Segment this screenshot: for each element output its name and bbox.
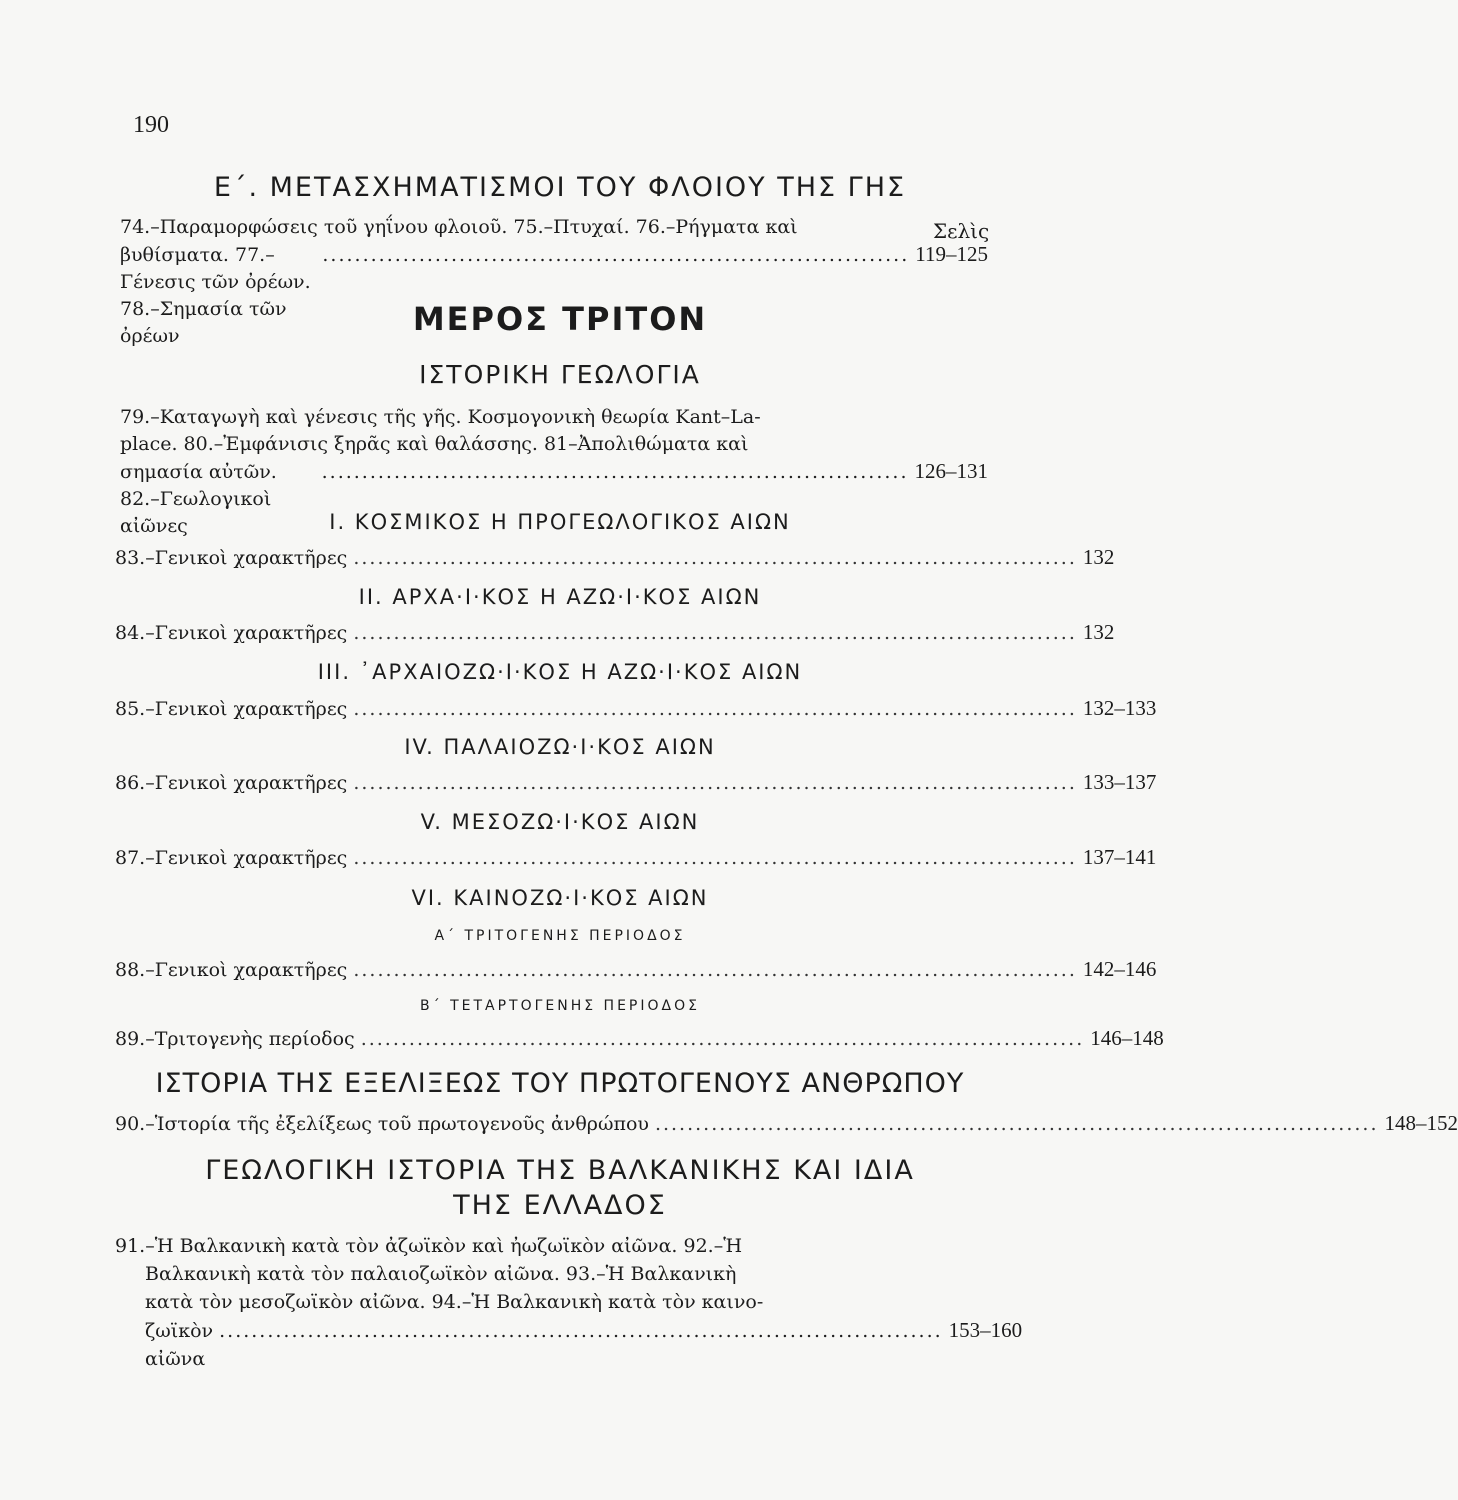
era-heading: IV. ΠΑΛΑΙΟΖΩ·Ι·ΚΟΣ ΑΙΩΝ (404, 735, 716, 759)
entry-text: 87.–Γενικοὶ χαρακτῆρες (115, 847, 348, 869)
page-number: 190 (133, 112, 169, 138)
balkans-entry (115, 1232, 1023, 1373)
leader-dots: .......................................................................................... (353, 622, 1077, 644)
leader-dots: .......................................................................................... (360, 1028, 1085, 1050)
toc-entry (115, 545, 1115, 573)
toc-entry (115, 770, 1157, 798)
entry-text: 85.–Γενικοὶ χαρακτῆρες (115, 698, 348, 720)
period-heading: Α΄ ΤΡΙΤΟΓΕΝΗΣ ΠΕΡΙΟΔΟΣ (434, 928, 686, 944)
leader-dots: .......................................................................................... (353, 847, 1077, 869)
era-heading: II. ΑΡΧΑ·Ι·ΚΟΣ Η ΑΖΩ·Ι·ΚΟΣ ΑΙΩΝ (358, 585, 762, 609)
entry-pages: 146–148 (1090, 1026, 1164, 1050)
section-e-line1: 74.–Παραμορφώσεις τοῦ γηΐνου φλοιοῦ. 75.–Πτυχαί. 76.–Ρήγματα καὶ (120, 216, 798, 238)
section-e-title: Ε΄. ΜΕΤΑΣΧΗΜΑΤΙΣΜΟΙ ΤΟΥ ΦΛΟΙΟΥ ΤΗΣ ΓΗΣ (213, 172, 907, 203)
part-three-title: ΜΕΡΟΣ ΤΡΙΤΟΝ (412, 300, 708, 338)
entry-text: 83.–Γενικοὶ χαρακτῆρες (115, 547, 348, 569)
entry-text: 89.–Τριτογενὴς περίοδος (115, 1028, 355, 1050)
section-e-pages: 119–125 (915, 242, 988, 266)
era-heading: V. ΜΕΣΟΖΩ·Ι·ΚΟΣ ΑΙΩΝ (420, 810, 700, 834)
toc-entry (115, 845, 1157, 873)
entry-text: 90.–Ἱστορία τῆς ἐξελίξεως τοῦ πρωτογενοῦς ἀνθρώπου (115, 1113, 649, 1135)
intro-last-line: σημασία αὐτῶν. 82.–Γεωλογικοὶ αἰῶνες (120, 461, 277, 537)
selis-label: Σελὶς (933, 219, 990, 243)
toc-entry (115, 1111, 1458, 1139)
entry-text: 88.–Γενικοὶ χαρακτῆρες (115, 959, 348, 981)
entry-text: 84.–Γενικοὶ χαρακτῆρες (115, 622, 348, 644)
entry-pages: 132 (1082, 545, 1115, 569)
entry-pages: 137–141 (1082, 845, 1157, 869)
balkans-heading: ΤΗΣ ΕΛΛΑΔΟΣ (453, 1190, 667, 1221)
leader-dots: .......................................................................................... (219, 1320, 943, 1342)
section-e-line2: βυθίσματα. 77.–Γένεσις τῶν ὀρέων. 78.–Σημασία τῶν ὀρέων (120, 244, 311, 347)
human-heading: ΙΣΤΟΡΙΑ ΤΗΣ ΕΞΕΛΙΞΕΩΣ ΤΟΥ ΠΡΩΤΟΓΕΝΟΥΣ ΑΝΘΡΩΠΟΥ (155, 1068, 965, 1099)
entry-pages: 142–146 (1082, 957, 1157, 981)
balkans-line: κατὰ τὸν μεσοζωϊκὸν αἰῶνα. 94.–Ἡ Βαλκανικὴ κατὰ τὸν καινο- (145, 1291, 764, 1313)
toc-entry (115, 957, 1157, 985)
entry-pages: 132 (1082, 620, 1115, 644)
era-heading: III. ᾿ΑΡΧΑΙΟΖΩ·Ι·ΚΟΣ Η ΑΖΩ·Ι·ΚΟΣ ΑΙΩΝ (317, 660, 803, 684)
intro-line: place. 80.–Ἐμφάνισις ξηρᾶς καὶ θαλάσσης. 81–Ἀπολιθώματα καὶ (120, 433, 749, 455)
era-heading: VI. ΚΑΙΝΟΖΩ·Ι·ΚΟΣ ΑΙΩΝ (411, 886, 709, 910)
toc-entry (115, 620, 1115, 648)
balkans-line: Βαλκανικὴ κατὰ τὸν παλαιοζωϊκὸν αἰῶνα. 93.–Ἡ Βαλκανικὴ (145, 1263, 737, 1285)
intro-pages: 126–131 (914, 459, 988, 483)
leader-dots: .......................................................................................... (353, 547, 1077, 569)
toc-entry (115, 1026, 1164, 1054)
entry-pages: 148–152 (1384, 1111, 1458, 1135)
part-three-subtitle: ΙΣΤΟΡΙΚΗ ΓΕΩΛΟΓΙΑ (419, 360, 701, 389)
toc-entry (115, 696, 1157, 724)
balkans-last-line: ζωϊκὸν αἰῶνα (145, 1320, 214, 1370)
balkans-line: 91.–Ἡ Βαλκανικὴ κατὰ τὸν ἀζωϊκὸν καὶ ἠωζωϊκὸν αἰῶνα. 92.–Ἡ (115, 1235, 743, 1257)
leader-dots: .......................................................................................... (353, 698, 1077, 720)
era-heading: I. ΚΟΣΜΙΚΟΣ Η ΠΡΟΓΕΩΛΟΓΙΚΟΣ ΑΙΩΝ (329, 510, 791, 534)
entry-pages: 133–137 (1082, 770, 1157, 794)
balkans-pages: 153–160 (948, 1318, 1023, 1342)
intro-line: 79.–Καταγωγὴ καὶ γένεσις τῆς γῆς. Κοσμογονικὴ θεωρία Kant–La- (120, 406, 761, 428)
leader-dots: .......................................................................................... (654, 1113, 1379, 1135)
leader-dots: .......................................................................................... (353, 772, 1077, 794)
balkans-heading: ΓΕΩΛΟΓΙΚΗ ΙΣΤΟΡΙΑ ΤΗΣ ΒΑΛΚΑΝΙΚΗΣ ΚΑΙ ΙΔΙΑ (205, 1155, 915, 1186)
leader-dots: .......................................................................................... (353, 959, 1077, 981)
period-heading: Β΄ ΤΕΤΑΡΤΟΓΕΝΗΣ ΠΕΡΙΟΔΟΣ (420, 998, 700, 1014)
leader-dots: ......................................................................... (322, 244, 910, 266)
leader-dots: ......................................................................... (321, 461, 909, 483)
entry-text: 86.–Γενικοὶ χαρακτῆρες (115, 772, 348, 794)
entry-pages: 132–133 (1082, 696, 1157, 720)
